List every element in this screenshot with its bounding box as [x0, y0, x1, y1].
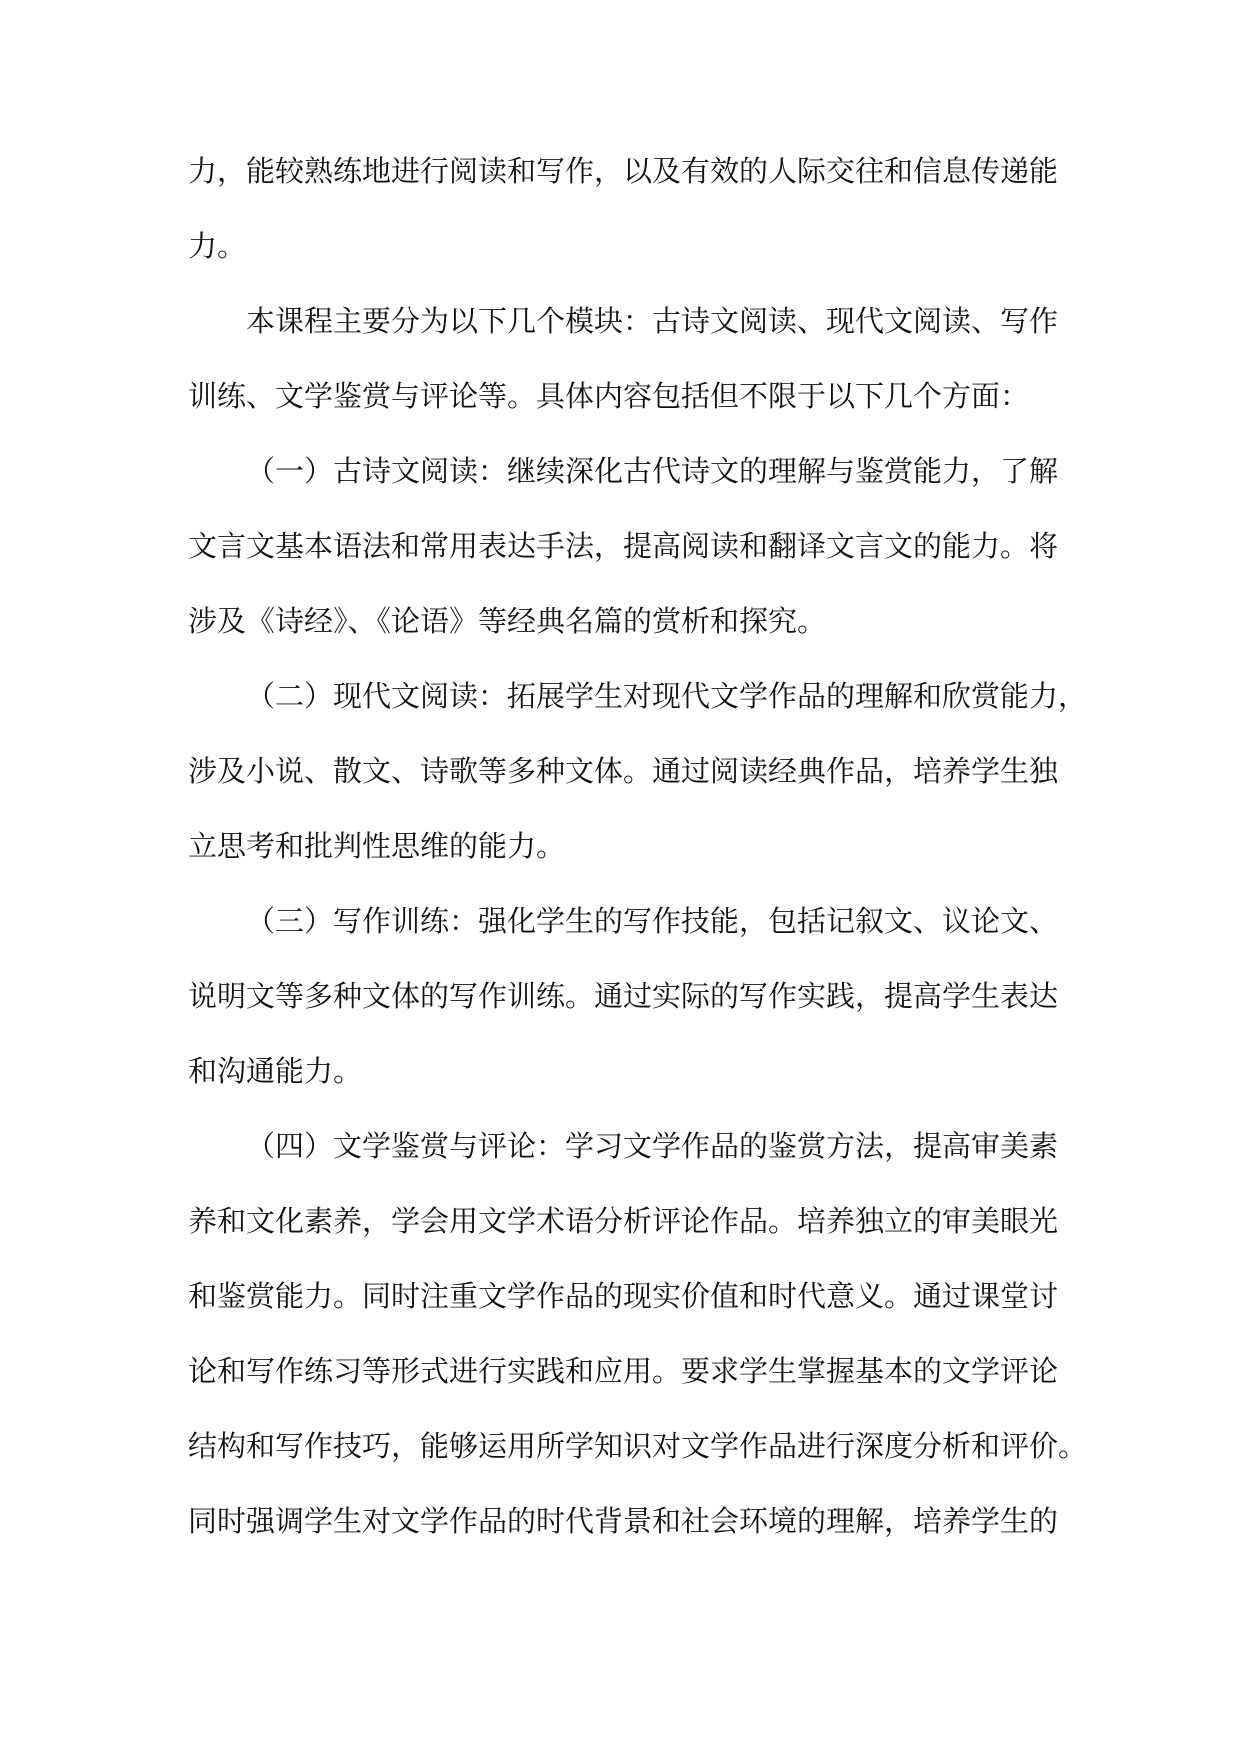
paragraph-line: 和沟通能力。 — [188, 1054, 363, 1088]
paragraph-line: 文言文基本语法和常用表达手法，提高阅读和翻译文言文的能力。将 — [188, 529, 1059, 563]
paragraph-line: 和鉴赏能力。同时注重文学作品的现实价值和时代意义。通过课堂讨 — [188, 1279, 1059, 1313]
paragraph-line: 涉及《诗经》、《论语》等经典名篇的赏析和探究。 — [188, 604, 827, 638]
paragraph-line: （四）文学鉴赏与评论：学习文学作品的鉴赏方法，提高审美素 — [246, 1129, 1059, 1163]
paragraph-line: 力，能较熟练地进行阅读和写作，以及有效的人际交往和信息传递能 — [188, 154, 1059, 188]
paragraph-line: 论和写作练习等形式进行实践和应用。要求学生掌握基本的文学评论 — [188, 1354, 1059, 1388]
paragraph-line: 养和文化素养，学会用文学术语分析评论作品。培养独立的审美眼光 — [188, 1204, 1059, 1238]
paragraph-line: （二）现代文阅读：拓展学生对现代文学作品的理解和欣赏能力， — [246, 679, 1088, 713]
paragraph-line: 同时强调学生对文学作品的时代背景和社会环境的理解，培养学生的 — [188, 1504, 1059, 1538]
paragraph-line: 本课程主要分为以下几个模块：古诗文阅读、现代文阅读、写作 — [246, 304, 1059, 338]
paragraph-line: （一）古诗文阅读：继续深化古代诗文的理解与鉴赏能力，了解 — [246, 454, 1059, 488]
paragraph-line: 涉及小说、散文、诗歌等多种文体。通过阅读经典作品，培养学生独 — [188, 754, 1059, 788]
body-text — [188, 143, 1088, 1568]
paragraph-line: 力。 — [188, 229, 247, 263]
paragraph-line: 说明文等多种文体的写作训练。通过实际的写作实践，提高学生表达 — [188, 979, 1059, 1013]
paragraph-line: 立思考和批判性思维的能力。 — [188, 829, 566, 863]
paragraph-line: （三）写作训练：强化学生的写作技能，包括记叙文、议论文、 — [246, 904, 1059, 938]
paragraph-line: 结构和写作技巧，能够运用所学知识对文学作品进行深度分析和评价。 — [188, 1429, 1088, 1463]
paragraph-line: 训练、文学鉴赏与评论等。具体内容包括但不限于以下几个方面： — [188, 379, 1030, 413]
